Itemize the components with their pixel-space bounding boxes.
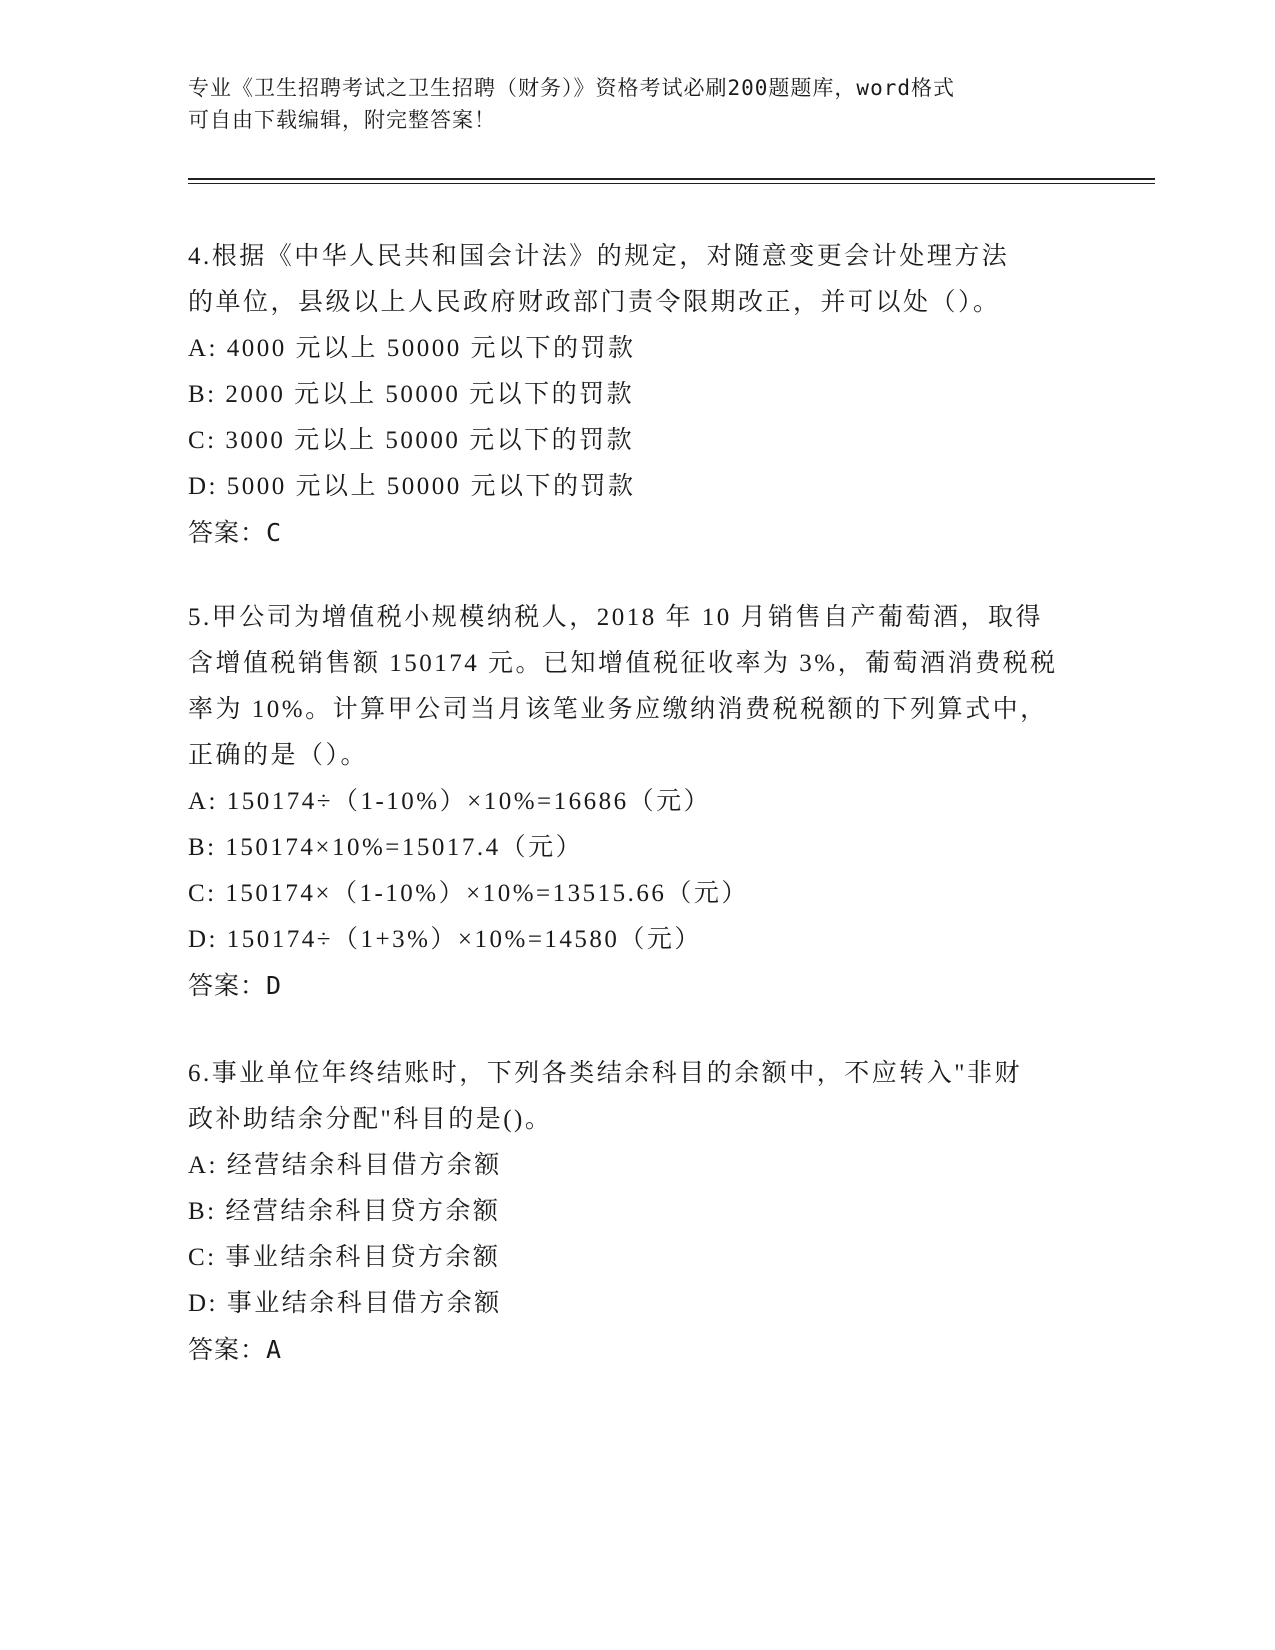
question-stem-line: 正确的是（）。 [188, 742, 369, 769]
option-a: A: 150174÷（1-10%）×10%=16686（元） [188, 788, 712, 815]
option-c: C: 150174×（1-10%）×10%=13515.66（元） [188, 880, 749, 907]
question-stem-line: 的单位，县级以上人民政府财政部门责令限期改正，并可以处（）。 [188, 289, 1001, 316]
option-b: B: 150174×10%=15017.4（元） [188, 834, 584, 861]
option-d: D: 150174÷（1+3%）×10%=14580（元） [188, 926, 702, 953]
question-6 [188, 1051, 1088, 1373]
header-divider-thick [188, 178, 1155, 180]
option-a: A: 经营结余科目借方余额 [188, 1152, 502, 1179]
question-stem-line: 含增值税销售额 150174 元。已知增值税征收率为 3%，葡萄酒消费税税 [188, 650, 1058, 677]
question-stem-line: 率为 10%。计算甲公司当月该笔业务应缴纳消费税税额的下列算式中， [188, 696, 1048, 723]
header-title-line-2: 可自由下载编辑，附完整答案！ [188, 108, 496, 132]
option-c: C: 3000 元以上 50000 元以下的罚款 [188, 427, 635, 454]
question-stem-line: 6.事业单位年终结账时，下列各类结余科目的余额中，不应转入"非财 [188, 1060, 1022, 1087]
document-header [188, 72, 1088, 136]
option-b: B: 2000 元以上 50000 元以下的罚款 [188, 381, 635, 408]
option-d: D: 事业结余科目借方余额 [188, 1290, 502, 1317]
option-d: D: 5000 元以上 50000 元以下的罚款 [188, 473, 636, 500]
answer-label: 答案：A [188, 1335, 283, 1364]
answer-label: 答案：D [188, 971, 283, 1000]
question-4 [188, 234, 1088, 556]
answer-label: 答案：C [188, 518, 283, 547]
question-stem-line: 5.甲公司为增值税小规模纳税人，2018 年 10 月销售自产葡萄酒，取得 [188, 604, 1044, 631]
question-stem-line: 政补助结余分配"科目的是()。 [188, 1106, 553, 1133]
question-5 [188, 595, 1088, 1009]
option-b: B: 经营结余科目贷方余额 [188, 1198, 501, 1225]
header-title-line-1: 专业《卫生招聘考试之卫生招聘（财务）》资格考试必刷200题题库，word格式 [188, 76, 955, 100]
header-divider-thin [188, 183, 1155, 184]
question-stem-line: 4.根据《中华人民共和国会计法》的规定，对随意变更会计处理方法 [188, 243, 1010, 270]
option-a: A: 4000 元以上 50000 元以下的罚款 [188, 335, 636, 362]
option-c: C: 事业结余科目贷方余额 [188, 1244, 501, 1271]
